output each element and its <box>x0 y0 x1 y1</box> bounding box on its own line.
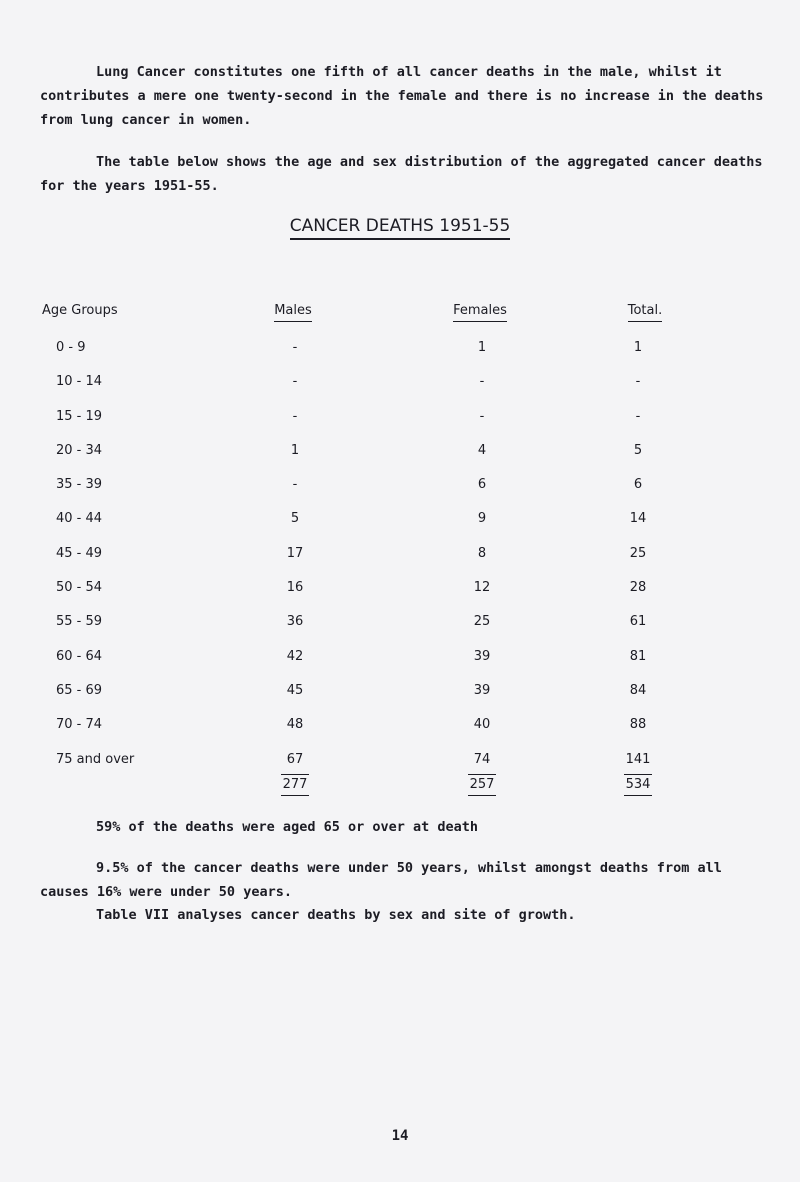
total-females <box>432 777 532 792</box>
total-cell: 14 <box>629 511 647 527</box>
table-row <box>0 717 800 751</box>
total-cell: 88 <box>629 717 647 733</box>
males-cell: 36 <box>286 614 304 630</box>
note-aged-65: 59% of the deaths were aged 65 or over at death <box>96 819 479 835</box>
total-females-value: 257 <box>468 774 497 796</box>
females-cell: 39 <box>473 682 491 698</box>
total-males-value: 277 <box>281 774 310 796</box>
total-cell: 61 <box>629 614 647 630</box>
header-total <box>610 303 680 318</box>
total-cell: - <box>635 374 641 390</box>
females-cell: 12 <box>473 580 491 596</box>
total-cell: 25 <box>629 545 647 561</box>
table-row <box>0 409 800 443</box>
header-females <box>430 303 530 318</box>
females-cell: 8 <box>477 545 487 561</box>
males-cell: 67 <box>286 751 304 767</box>
males-cell: 48 <box>286 717 304 733</box>
table-row <box>0 614 800 648</box>
age-cell: 0 - 9 <box>56 340 86 355</box>
total-cell: 5 <box>633 442 643 458</box>
total-cell: 1 <box>633 340 643 355</box>
age-cell: 10 - 14 <box>56 374 103 390</box>
table-row <box>0 477 800 511</box>
females-cell: 39 <box>473 648 491 664</box>
note-under-50: 9.5% of the cancer deaths were under 50 years, whilst amongst deaths from all causes 16% were under 50 years. <box>40 860 722 900</box>
table-row <box>0 340 800 374</box>
males-cell: - <box>292 340 298 355</box>
total-cell: 81 <box>629 648 647 664</box>
table-row <box>0 752 800 786</box>
note-table-vii: Table VII analyses cancer deaths by sex and site of growth. <box>96 907 576 923</box>
table-title <box>0 216 800 236</box>
females-cell: - <box>479 408 485 424</box>
header-total-text: Total. <box>628 303 663 322</box>
age-cell: 55 - 59 <box>56 614 103 630</box>
age-cell: 60 - 64 <box>56 648 103 664</box>
total-all-value: 534 <box>624 774 653 796</box>
males-cell: 16 <box>286 580 304 596</box>
males-cell: 17 <box>286 545 304 561</box>
table-row <box>0 546 800 580</box>
total-cell: 141 <box>625 751 651 767</box>
table-row <box>0 683 800 717</box>
total-males <box>250 777 340 792</box>
total-cell: - <box>635 408 641 424</box>
total-cell: 6 <box>633 477 643 493</box>
age-cell: 75 and over <box>56 751 135 767</box>
males-cell: 45 <box>286 682 304 698</box>
age-cell: 15 - 19 <box>56 408 103 424</box>
age-cell: 35 - 39 <box>56 477 103 493</box>
females-cell: 25 <box>473 614 491 630</box>
total-cell: 28 <box>629 580 647 596</box>
males-cell: - <box>292 374 298 390</box>
table-row <box>0 580 800 614</box>
table-body <box>0 340 800 786</box>
age-cell: 40 - 44 <box>56 511 103 527</box>
age-cell: 65 - 69 <box>56 682 103 698</box>
header-males-text: Males <box>274 303 312 322</box>
header-age-groups: Age Groups <box>42 303 118 318</box>
header-females-text: Females <box>453 303 507 322</box>
females-cell: 6 <box>477 477 487 493</box>
total-cell: 84 <box>629 682 647 698</box>
intro-paragraph-lung-cancer: Lung Cancer constitutes one fifth of all cancer deaths in the male, whilst it contributes a mere one twenty-second in the female and there is no increase in the deaths from lung cancer in women. <box>40 64 764 128</box>
age-cell: 50 - 54 <box>56 580 103 596</box>
table-row <box>0 443 800 477</box>
females-cell: - <box>479 374 485 390</box>
intro-paragraph-table-description: The table below shows the age and sex distribution of the aggregated cancer deaths for the years 1951-55. <box>40 154 763 194</box>
males-cell: 5 <box>290 511 300 527</box>
females-cell: 40 <box>473 717 491 733</box>
page-number: 14 <box>391 1128 409 1144</box>
males-cell: - <box>292 408 298 424</box>
table-row <box>0 649 800 683</box>
age-cell: 20 - 34 <box>56 442 103 458</box>
table-row <box>0 374 800 408</box>
females-cell: 9 <box>477 511 487 527</box>
table-title-text: CANCER DEATHS 1951-55 <box>290 216 511 240</box>
total-all <box>603 777 673 792</box>
age-cell: 45 - 49 <box>56 545 103 561</box>
females-cell: 4 <box>477 442 487 458</box>
males-cell: - <box>292 477 298 493</box>
females-cell: 1 <box>477 340 487 355</box>
females-cell: 74 <box>473 751 491 767</box>
age-cell: 70 - 74 <box>56 717 103 733</box>
males-cell: 1 <box>290 442 300 458</box>
header-males <box>248 303 338 318</box>
table-row <box>0 511 800 545</box>
males-cell: 42 <box>286 648 304 664</box>
